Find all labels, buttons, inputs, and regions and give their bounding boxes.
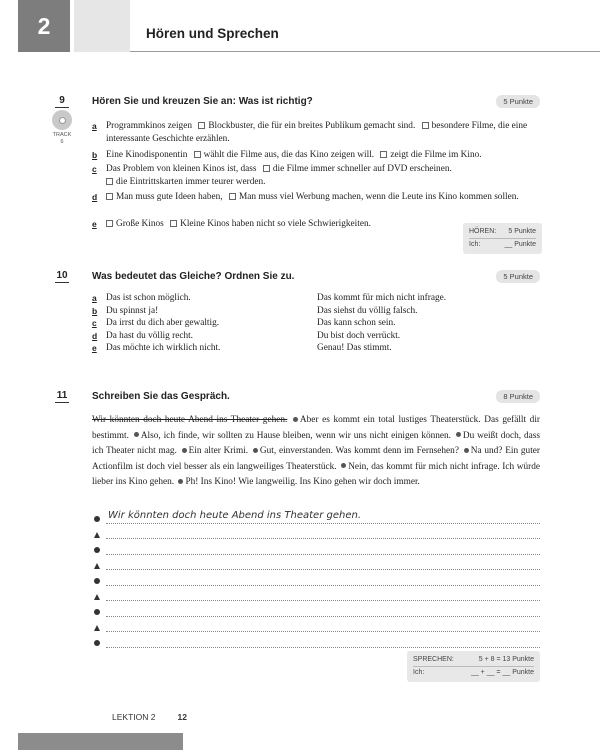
speaker-circle-icon (94, 640, 100, 646)
page-number: 12 (177, 712, 187, 722)
question-list (92, 120, 540, 232)
meaning-2[interactable]: Das siehst du völlig falsch. (317, 305, 418, 316)
speaker-circle-icon (94, 547, 100, 553)
answer-line[interactable] (92, 573, 540, 589)
phrase-c[interactable]: c Da irrst du dich aber gewaltig. (92, 318, 220, 328)
answer-lines (92, 511, 540, 651)
checkbox[interactable] (106, 220, 113, 227)
question-d: d Man muss gute Ideen haben, Man muss viel Werbung machen, wenn die Leute ins Kino kommen sollen. (92, 192, 519, 202)
checkbox[interactable] (229, 193, 236, 200)
chapter-number: 2 (37, 12, 51, 39)
speaker-triangle-icon (94, 563, 100, 569)
meaning-1[interactable]: Das kommt für mich nicht infrage. (317, 293, 447, 303)
checkbox[interactable] (263, 165, 270, 172)
exercise-number: 10 (56, 270, 68, 281)
cd-icon (52, 110, 72, 130)
chapter-number-box (18, 0, 70, 52)
exercise-10 (55, 270, 542, 370)
track-label: TRACK 6 (52, 132, 72, 145)
exercise-11 (55, 390, 542, 680)
speaker-triangle-icon (94, 625, 100, 631)
points-badge: 5 Punkte (496, 270, 540, 283)
exercise-number: 11 (56, 390, 68, 401)
page-footer (112, 712, 187, 722)
question-c: c Das Problem von kleinen Kinos ist, dass die Filme immer schneller auf DVD erscheinen. die Eintrittskarten immer teurer werden. (92, 164, 452, 187)
header-title-box (130, 0, 600, 52)
meaning-4[interactable]: Du bist doch verrückt. (317, 330, 401, 341)
checkbox[interactable] (194, 151, 201, 158)
checkbox[interactable] (198, 122, 205, 129)
answer-line[interactable] (92, 635, 540, 651)
answer-line[interactable] (92, 620, 540, 636)
exercise-title: Hören Sie und kreuzen Sie an: Was ist richtig? (92, 96, 313, 107)
question-b: b Eine Kinodisponentin wählt die Filme aus, die das Kino zeigen will. zeigt die Filme im Kino. (92, 150, 482, 160)
phrase-d[interactable]: d Da hast du völlig recht. (92, 330, 194, 341)
points-badge: 5 Punkte (496, 95, 540, 108)
answer-line[interactable] (92, 558, 540, 574)
dialogue-jumble: Wir könnten doch heute Abend ins Theater gehen. Aber es kommt ein total lustiges Theaterstück. Das gefällt dir bestimmt. Also, ich finde, wir sollten zu Hause bleiben, wenn wir uns nicht einigen können. Du weißt doch, dass ich Theater nicht mag. Ein alter Krimi. Gut, einverstanden. Was kommt denn im Fernsehen? Na und? Ein guter Actionfilm ist doch viel besser als ein langweiliges Theaterstück. Nein, das kommt für mich nicht infrage. Ich würde lieber ins Kino gehen. Ph! Ins Kino! Wie langweilig. Ins Kino gehen wir doch immer. (92, 415, 541, 487)
answer-line[interactable] (92, 527, 540, 543)
struck-example: Wir könnten doch heute Abend ins Theater gehen. (92, 415, 288, 425)
question-e: e Große Kinos Kleine Kinos haben nicht so viele Schwierigkeiten. (92, 219, 371, 229)
exercise-title: Was bedeutet das Gleiche? Ordnen Sie zu. (92, 271, 295, 282)
answer-line[interactable] (92, 511, 540, 527)
question-a: a Programmkinos zeigen Blockbuster, die für ein breites Publikum gemacht sind. besondere Filme, die eine interessante Geschichte erzählen. (92, 121, 528, 144)
speaker-circle-icon (94, 578, 100, 584)
checkbox[interactable] (106, 193, 113, 200)
sprechen-score-box: SPRECHEN: 5 + 8 = 13 Punkte Ich: __ + __ = __ Punkte (407, 651, 540, 682)
phrase-b[interactable]: b Du spinnst ja! (92, 305, 159, 316)
footer-bar (18, 733, 183, 750)
answer-line[interactable] (92, 589, 540, 605)
points-badge: 8 Punkte (496, 390, 540, 403)
speaker-circle-icon (94, 516, 100, 522)
speaker-circle-icon (94, 609, 100, 615)
answer-line[interactable] (92, 542, 540, 558)
page-title: Hören und Sprechen (146, 26, 279, 41)
checkbox[interactable] (422, 122, 429, 129)
answer-line[interactable] (92, 604, 540, 620)
exercise-number: 9 (55, 95, 69, 108)
checkbox[interactable] (170, 220, 177, 227)
checkbox[interactable] (106, 178, 113, 185)
phrase-list-left (92, 292, 312, 355)
phrase-a[interactable]: a Das ist schon möglich. (92, 293, 191, 303)
speaker-triangle-icon (94, 532, 100, 538)
phrase-list-right (317, 292, 537, 355)
meaning-3[interactable]: Das kann schon sein. (317, 318, 396, 328)
phrase-e[interactable]: e Das möchte ich wirklich nicht. (92, 343, 221, 353)
meaning-5[interactable]: Genau! Das stimmt. (317, 343, 392, 353)
exercise-9 (52, 95, 542, 255)
speaker-triangle-icon (94, 594, 100, 600)
exercise-title: Schreiben Sie das Gespräch. (92, 391, 230, 402)
handwritten-answer: Wir könnten doch heute Abend ins Theater gehen. (108, 510, 361, 521)
lesson-label: LEKTION 2 (112, 712, 156, 722)
checkbox[interactable] (380, 151, 387, 158)
hoeren-score-box: HÖREN: 5 Punkte Ich: __ Punkte (463, 223, 542, 254)
